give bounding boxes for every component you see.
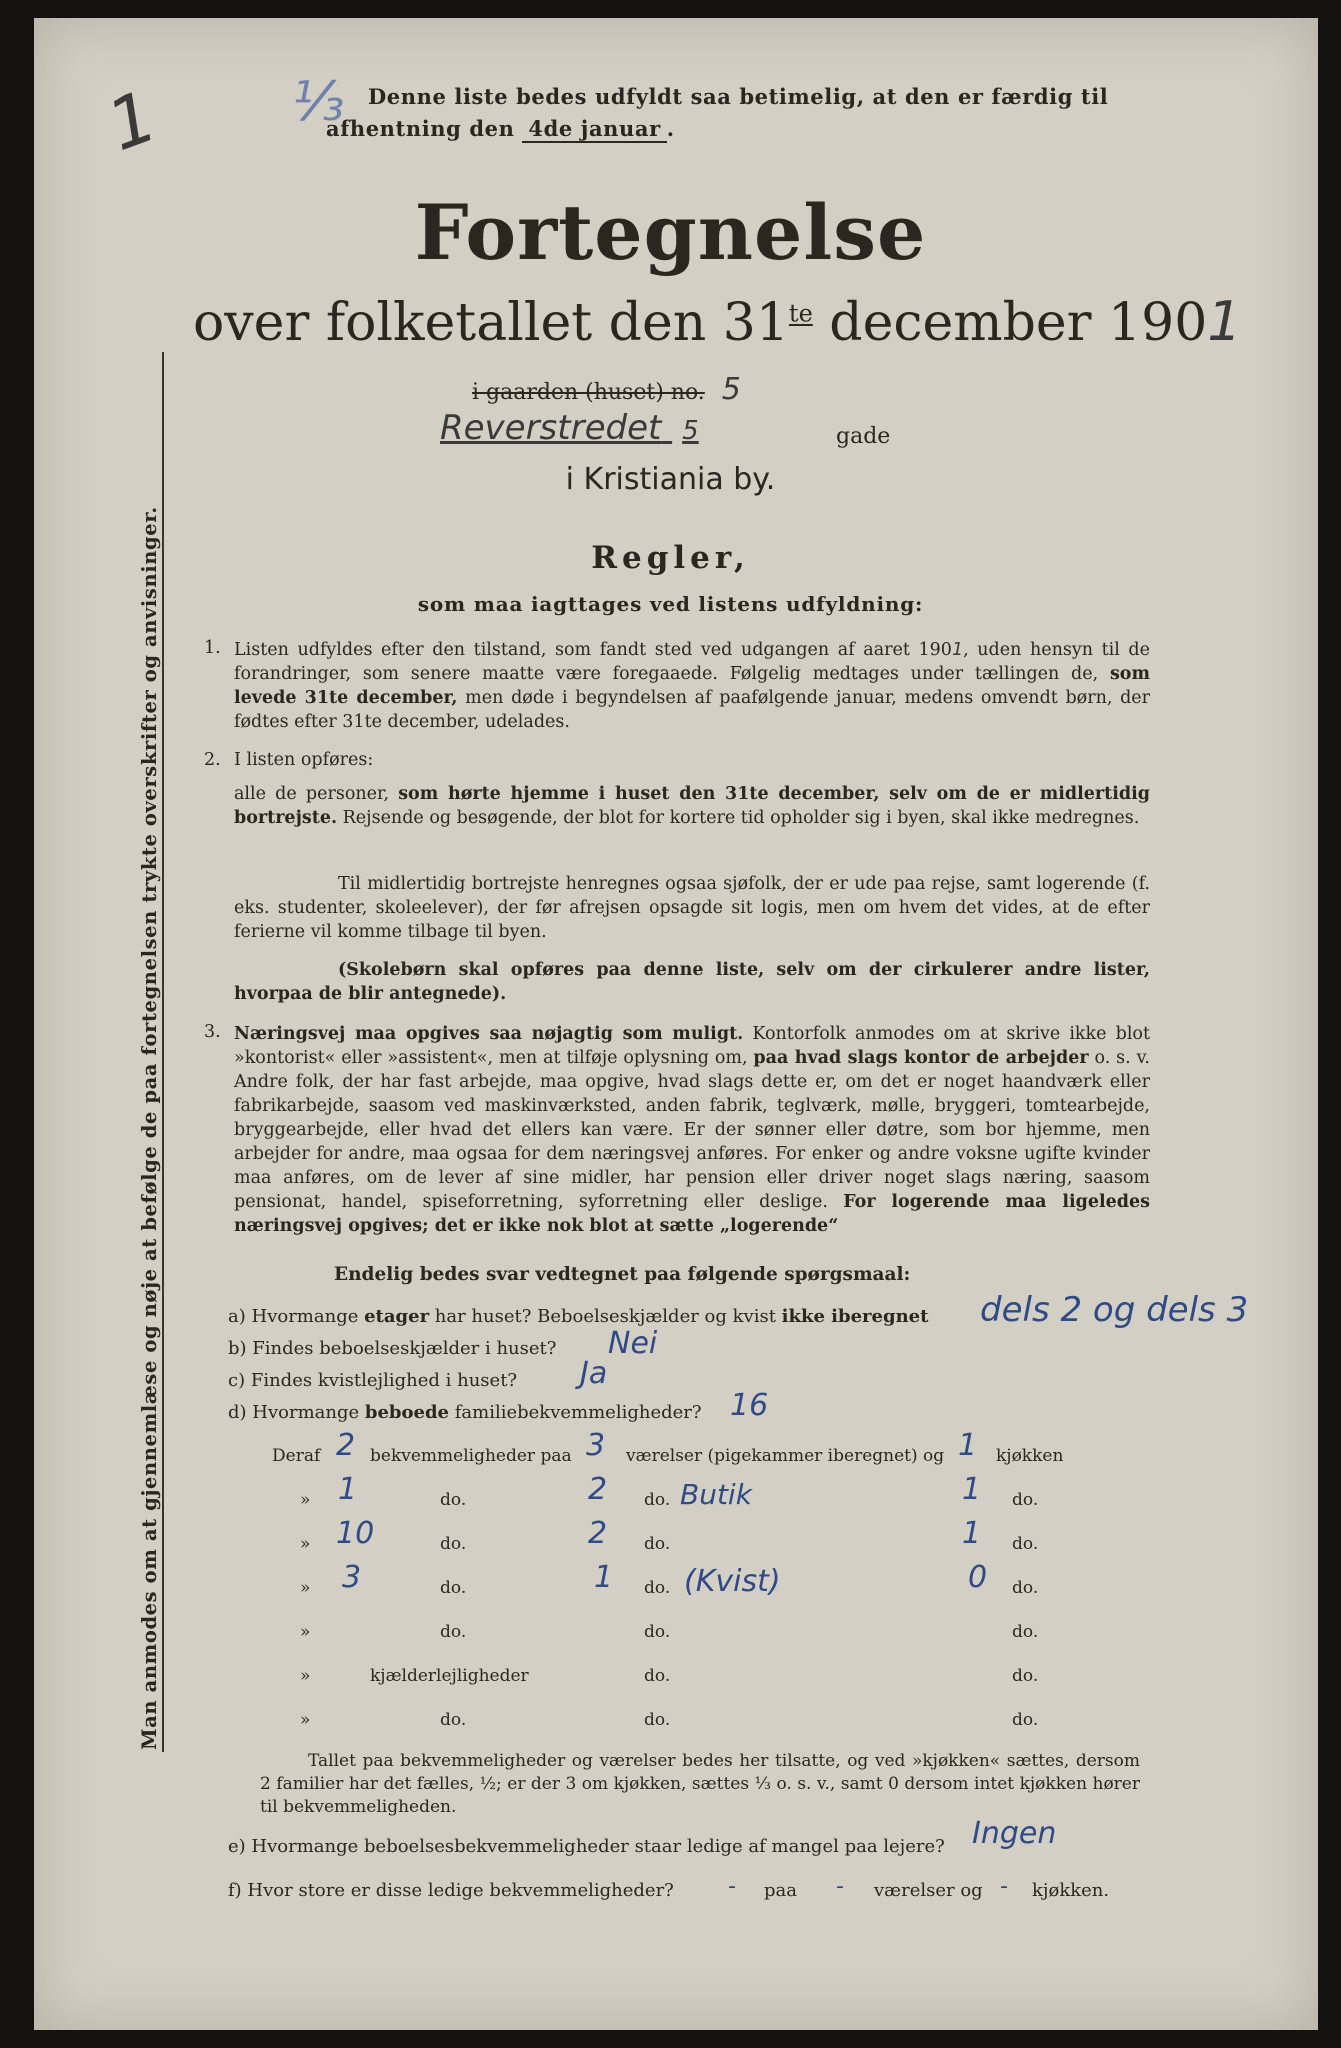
notice-suffix: . [666, 116, 675, 141]
question-b [228, 1338, 556, 1359]
table-row-3-kitchen: 1 [962, 1516, 982, 1551]
question-b-text: Findes beboelseskjælder i huset? [252, 1338, 557, 1359]
rule-3-text-1: Kontorfolk anmodes om at skrive ikke blot »kontorist« eller »assistent«, men at tilføje oplysning om, [234, 1024, 1150, 1068]
answer-e: Ingen [972, 1816, 1057, 1851]
table-row-3-do-1: do. [440, 1534, 467, 1554]
year-handwritten: 1 [1207, 290, 1242, 353]
gaarden-label: i gaarden (huset) no. [472, 380, 705, 405]
rules-subheading: som maa iagttages ved listens udfyldning: [417, 592, 924, 616]
question-f-paa: paa [764, 1880, 797, 1901]
question-d [228, 1402, 702, 1423]
notice-line-1: Denne liste bedes udfyldt saa betimelig, at den er færdig til [368, 84, 1109, 109]
question-a-bold-1: etager [364, 1306, 430, 1327]
table-row-2-do-3: do. [1012, 1490, 1039, 1510]
table-row-2-note: Butik [680, 1478, 752, 1511]
subtitle [193, 290, 1242, 353]
rule-1-rest: , uden hensyn til de forandringer, som senere maatte være foregaaede. Følgelig medtages under tællingen de, [234, 640, 1150, 684]
table-row-4-rooms: 1 [594, 1560, 614, 1595]
corner-mark-1: 1 [97, 74, 168, 168]
rule-1-end: men døde i begyndelsen af paafølgende januar, medens omvendt børn, der fødtes efter 31te december, udelades. [234, 688, 1150, 732]
rule-3-text [234, 1022, 1150, 1238]
table-row-6-ditto: » [300, 1666, 311, 1686]
subtitle-sup: te [788, 299, 813, 328]
answer-c: Ja [580, 1356, 608, 1391]
question-e [228, 1836, 945, 1857]
table-row-7-do-3: do. [1012, 1710, 1039, 1730]
rules-heading: Regler, [591, 540, 750, 576]
question-f [228, 1880, 674, 1901]
gade-label: gade [836, 424, 891, 449]
gaarden-number: 5 [721, 372, 741, 407]
corner-mark-2: ⅓ [292, 70, 345, 133]
table-kjokken-header: kjøkken [996, 1446, 1064, 1466]
table-row-4-kitchen: 0 [968, 1560, 988, 1595]
question-a [228, 1306, 928, 1327]
rule-2-b: Til midlertidig bortrejste henregnes ogsaa sjøfolk, der er ude paa rejse, samt logerende (f. eks. studenter, skoleelever), der før afrejsen opsagde sit logis, men om hvem det vides, at de efter ferierne vil komme tilbage til byen. [234, 874, 1150, 942]
table-vaer-header: værelser (pigekammer iberegnet) og [626, 1446, 945, 1466]
question-f-label: f) [228, 1880, 242, 1901]
question-d-bold: beboede [364, 1402, 450, 1423]
answer-d: 16 [730, 1388, 769, 1423]
notice-date: 4de januar [522, 116, 666, 143]
table-row-4-note: (Kvist) [684, 1564, 781, 1599]
rule-1-start: Listen udfyldes efter den tilstand, som fandt sted ved udgangen af aaret 190 [234, 640, 952, 660]
rule-3-bold-1: Næringsvej maa opgives saa nøjagtig som muligt. [234, 1024, 744, 1044]
footnote: Tallet paa bekvemmeligheder og værelser bedes her tilsatte, og ved »kjøkken« sættes, dersom 2 familier har det fælles, ½; er der 3 om kjøkken, sættes ⅓ o. s. v., samt 0 dersom intet kjøkken hører til bekvemmeligheden. [260, 1751, 1140, 1817]
question-f-vaer: værelser og [874, 1880, 983, 1901]
rule-2-a [234, 782, 1150, 830]
answer-f-1: - [728, 1874, 736, 1899]
question-d-post: familiebekvemmeligheder? [449, 1402, 702, 1423]
table-row-5-ditto: » [300, 1622, 311, 1642]
question-d-label: d) [228, 1402, 247, 1423]
table-row-4-do-3: do. [1012, 1578, 1039, 1598]
table-row-4-do-2: do. [644, 1578, 671, 1598]
question-c-label: c) [228, 1370, 246, 1391]
table-row-6-do-2: do. [644, 1666, 671, 1686]
table-row-2-do-2: do. [644, 1490, 671, 1510]
page-title: Fortegnelse [414, 188, 927, 277]
rule-1-year: 1 [951, 640, 964, 660]
table-row-4-ditto: » [300, 1578, 311, 1598]
question-d-pre: Hvormange [252, 1402, 365, 1423]
table-row-3-rooms: 2 [588, 1516, 608, 1551]
rule-2-c: (Skolebørn skal opføres paa denne liste, selv om der cirkulerer andre lister, hvorpaa de blir antegnede). [234, 960, 1150, 1004]
rule-2-a-start: alle de personer, [234, 784, 399, 804]
table-row-2-do-1: do. [440, 1490, 467, 1510]
notice-line-2 [326, 116, 675, 141]
subtitle-prefix: over folketallet den 31 [193, 293, 789, 353]
notice-prefix: afhentning den [326, 116, 515, 141]
rule-3-bold-2: paa hvad slags kontor de arbejder [753, 1048, 1089, 1068]
question-e-text: Hvormange beboelsesbekvemmeligheder staar ledige af mangel paa lejere? [251, 1836, 945, 1857]
question-f-text: Hvor store er disse ledige bekvemmeligheder? [247, 1880, 674, 1901]
table-row-6-do-3: do. [1012, 1666, 1039, 1686]
table-row-3-count: 10 [336, 1516, 375, 1551]
margin-instruction: Man anmodes om at gjennemlæse og nøje at befølge de paa fortegnelsen trykte overskrifter og anvisninger. [138, 506, 161, 1750]
table-row-2-kitchen: 1 [962, 1472, 982, 1507]
question-e-label: e) [228, 1836, 246, 1857]
question-c-text: Findes kvistlejlighed i huset? [250, 1370, 518, 1391]
table-row-3-do-2: do. [644, 1534, 671, 1554]
street-handwritten [440, 408, 699, 448]
rule-3-text-2: o. s. v. Andre folk, der har fast arbejde, maa opgive, hvad slags dette er, om det er noget haandværk eller fabrikarbejde, saasom ved maskinværksted, anden fabrik, teglværk, mølle, bryggeri, tomtearbejde, bryggearbejde, eller hvad det ellers kan være. Er der sønner eller døtre, som bor hjemme, men arbejder for andre, maa ogsaa for dem næringsvej anføres. For enker og andre voksne ugifte kvinder maa anføres, om de lever af sine midler, har pension eller driver noget slags næring, saasom pensionat, handel, spiseforretning, syforretning eller deslige. [234, 1048, 1150, 1212]
question-c [228, 1370, 517, 1391]
street-extra: 5 [682, 416, 699, 446]
question-f-kj: kjøkken. [1032, 1880, 1110, 1901]
rule-3-number: 3. [204, 1022, 221, 1042]
rule-1-bold: som levede 31te december, [234, 664, 1150, 708]
table-row-4-count: 3 [342, 1560, 362, 1595]
rule-1-number: 1. [204, 638, 221, 658]
answer-f-2: - [836, 1874, 844, 1899]
answer-a: dels 2 og dels 3 [980, 1290, 1249, 1330]
answer-f-3: - [1000, 1874, 1008, 1899]
question-a-bold-2: ikke iberegnet [781, 1306, 929, 1327]
table-bekv-header: bekvemmeligheder paa [370, 1446, 572, 1466]
rule-2-a-bold: som hørte hjemme i huset den 31te december, selv om de er midlertidig bortrejste. [234, 784, 1150, 828]
subtitle-middle: december 190 [812, 293, 1208, 353]
table-row-4-do-1: do. [440, 1578, 467, 1598]
question-a-pre: Hvormange [251, 1306, 365, 1327]
table-row-5-do-2: do. [644, 1622, 671, 1642]
table-row-1-kitchen: 1 [958, 1428, 978, 1463]
rule-1-text [234, 638, 1150, 734]
table-row-7-ditto: » [300, 1710, 311, 1730]
question-b-label: b) [228, 1338, 247, 1359]
table-row-2-count: 1 [338, 1472, 358, 1507]
rule-3-bold-3: For logerende maa ligeledes næringsvej opgives; det er ikke nok blot at sætte „logerende“ [234, 1192, 1150, 1236]
table-row-7-do-2: do. [644, 1710, 671, 1730]
table-row-3-ditto: » [300, 1534, 311, 1554]
questions-intro: Endelig bedes svar vedtegnet paa følgende spørgsmaal: [334, 1264, 911, 1285]
answer-b: Nei [608, 1326, 658, 1361]
table-row-3-do-3: do. [1012, 1534, 1039, 1554]
table-deraf: Deraf [272, 1446, 321, 1466]
table-row-5-do-3: do. [1012, 1622, 1039, 1642]
city-line: i Kristiania by. [565, 462, 776, 497]
rule-2-a-rest: Rejsende og besøgende, der blot for kortere tid opholder sig i byen, skal ikke medregnes. [337, 808, 1140, 828]
question-a-label: a) [228, 1306, 246, 1327]
street-name: Reverstredet [440, 408, 662, 448]
table-row-2-rooms: 2 [588, 1472, 608, 1507]
gaarden-line [472, 372, 741, 407]
rule-2-intro: I listen opføres: [234, 750, 374, 770]
table-kjaelder: kjælderlejligheder [370, 1666, 529, 1686]
question-a-mid: har huset? Beboelseskjælder og kvist [429, 1306, 782, 1327]
table-row-2-ditto: » [300, 1490, 311, 1510]
table-row-5-do-1: do. [440, 1622, 467, 1642]
rule-2-number: 2. [204, 750, 221, 770]
table-row-1-count: 2 [336, 1428, 356, 1463]
table-row-1-rooms: 3 [586, 1428, 606, 1463]
table-row-7-do-1: do. [440, 1710, 467, 1730]
